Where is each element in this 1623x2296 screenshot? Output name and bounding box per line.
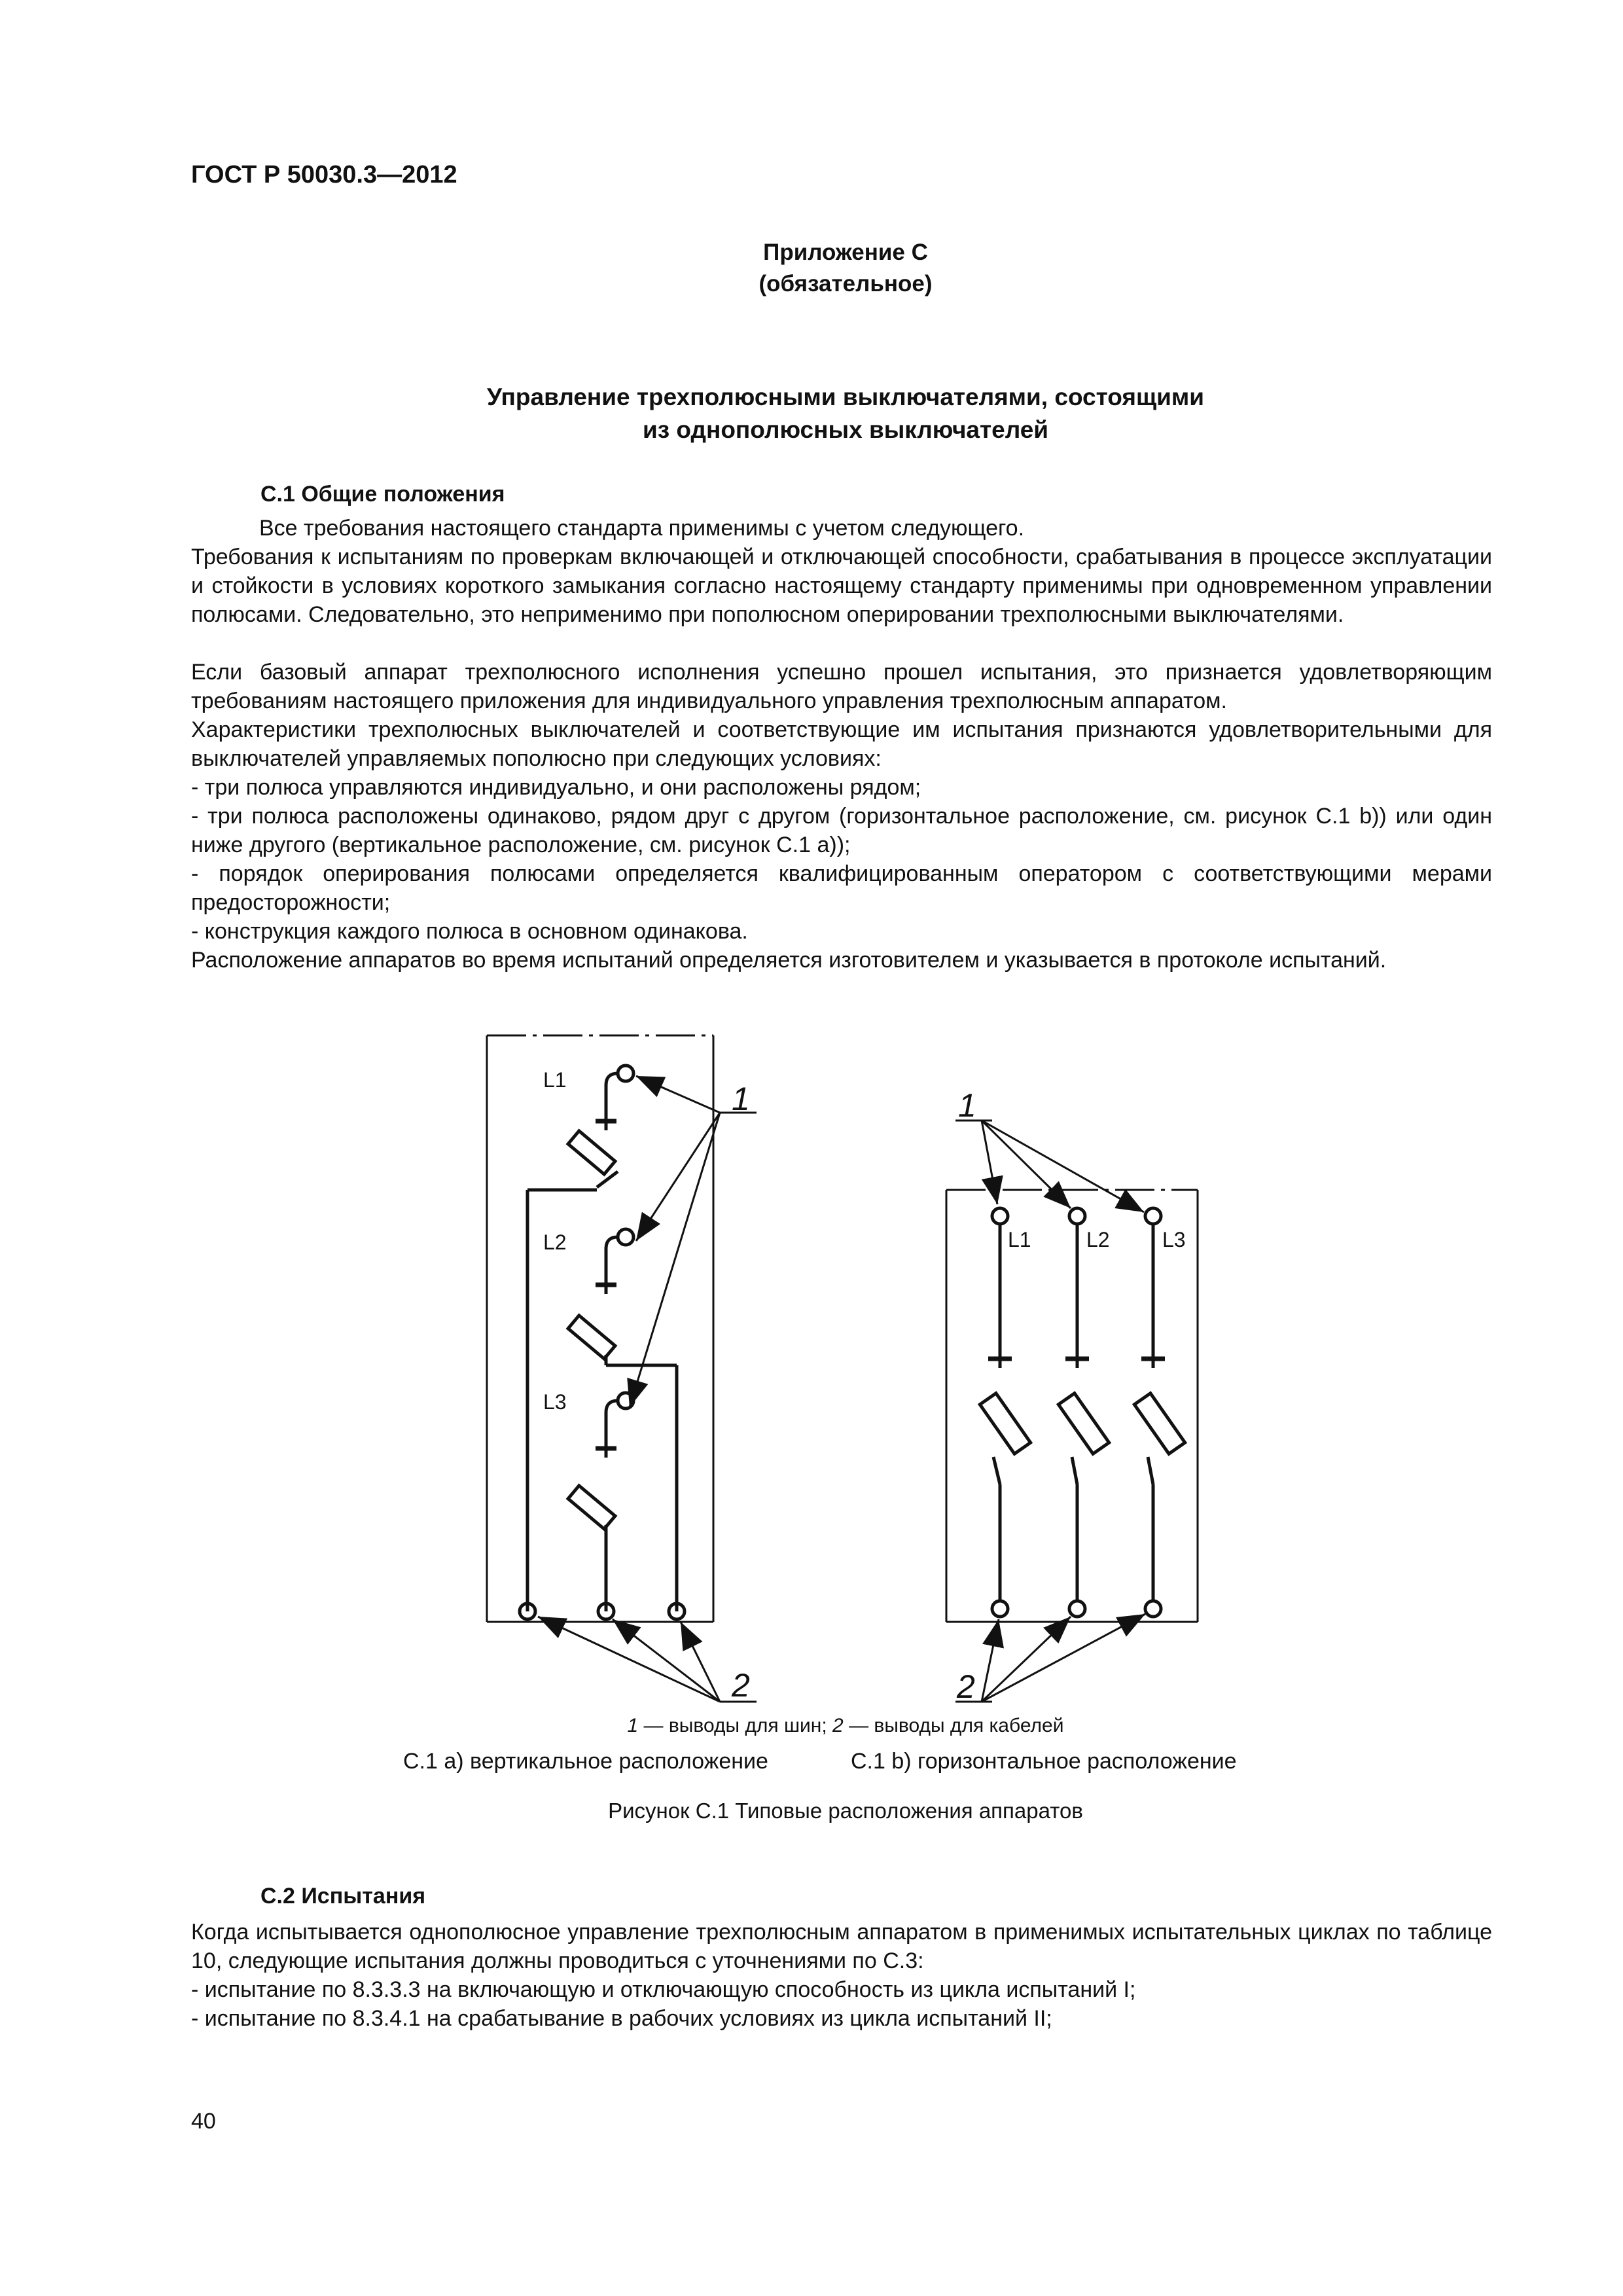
c1-paragraph-3: Если базовый аппарат трехполюсного исполнения успешно прошел испытания, это признается удовлетворяющим требованиям настоящего приложения для индивидуального управления трехполюсным аппаратом. (191, 660, 1492, 713)
annex-status: (обязательное) (758, 271, 933, 296)
legend-1-text: — выводы для шин; (638, 1715, 833, 1736)
pole-h-l2 (1058, 1208, 1109, 1617)
subcaption-b: С.1 b) горизонтальное расположение (851, 1749, 1237, 1774)
c1-list-item-4-block (191, 917, 1492, 946)
c1-paragraph-2: Требования к испытаниям по проверкам включающей и отключающей способности, срабатывания в процессе эксплуатации и стойкости в условиях короткого замыкания согласно настоящему стандарту применимы при одновременном управлении полюсами. Следовательно, это неприменимо при пополюсном оперировании трехполюсными выключателями. (191, 545, 1492, 627)
terminal-l2-top (618, 1229, 633, 1245)
c1-paragraph-2-block (191, 543, 1492, 629)
pole-h-l1 (980, 1208, 1030, 1617)
terminal-l3-top (618, 1393, 633, 1408)
c1-paragraph-1: Все требования настоящего стандарта применимы с учетом следующего. (259, 516, 1025, 541)
c2-list-item-1: - испытание по 8.3.3.3 на включающую и отключающую способность из цикла испытаний I; (191, 1977, 1136, 2002)
figure-caption: Рисунок С.1 Типовые расположения аппаратов (608, 1799, 1083, 1823)
page-number: 40 (191, 2109, 216, 2134)
fuse-l2 (568, 1316, 615, 1359)
c2-list-item-1-block (191, 1975, 1492, 2004)
subcaption-a: С.1 а) вертикальное расположение (403, 1749, 768, 1774)
c1-list-item-4: - конструкция каждого полюса в основном одинакова. (191, 919, 748, 944)
cable-terminal-a1 (520, 1604, 535, 1619)
document-header: ГОСТ Р 50030.3—2012 (191, 161, 457, 188)
terminal-l1-top (618, 1066, 633, 1081)
annex-heading-line1: Управление трехполюсными выключателями, состоящими (486, 384, 1205, 410)
annex-title: Приложение С (763, 240, 928, 265)
label-l3-vertical: L3 (543, 1390, 567, 1414)
c2-list-item-2-block (191, 2004, 1492, 2033)
c2-paragraph-1: Когда испытывается однополюсное управление трехполюсным аппаратом в применимых испытательных циклах по таблице 10, следующие испытания должны проводиться с уточнениями по С.3: (191, 1920, 1492, 1973)
legend-2-num: 2 (832, 1715, 844, 1736)
fuse-l1 (568, 1131, 615, 1174)
diagram-horizontal (946, 1121, 1198, 1702)
legend-2-text: — выводы для кабелей (843, 1715, 1064, 1736)
c1-paragraph-5: Расположение аппаратов во время испытаний определяется изготовителем и указывается в протоколе испытаний. (191, 948, 1387, 973)
annex-title-block (191, 237, 1500, 300)
callout-2-horizontal: 2 (957, 1668, 975, 1705)
label-l2-horizontal: L2 (1086, 1228, 1110, 1251)
pole-h-l3 (1134, 1208, 1185, 1617)
c1-paragraph-4-block (191, 715, 1492, 773)
legend-1-num: 1 (627, 1715, 639, 1736)
section-c2-title: С.2 Испытания (260, 1884, 426, 1909)
c1-list-item-3: - порядок оперирования полюсами определяется квалифицированным оператором с соответствующими мерами предосторожности; (191, 861, 1492, 915)
c1-list-item-1: - три полюса управляются индивидуально, и они расположены рядом; (191, 775, 921, 800)
callout-1-vertical: 1 (732, 1081, 750, 1117)
c1-list-item-2-block (191, 802, 1492, 859)
section-c1-body (259, 514, 1492, 543)
c2-list-item-2: - испытание по 8.3.4.1 на срабатывание в рабочих условиях из цикла испытаний II; (191, 2006, 1052, 2031)
cable-terminal-a2 (598, 1604, 614, 1619)
label-l1-horizontal: L1 (1008, 1228, 1031, 1251)
c1-list-item-3-block (191, 859, 1492, 917)
callout-1-horizontal: 1 (958, 1087, 976, 1124)
annex-heading (191, 381, 1500, 446)
callout-2-vertical: 2 (732, 1667, 750, 1704)
c1-list-item-1-block (191, 773, 1492, 802)
section-c1-title: С.1 Общие положения (260, 482, 505, 507)
c1-list-item-2: - три полюса расположены одинаково, рядом друг с другом (горизонтальное расположение, см. рисунок С.1 b)) или один ниже другого (вертикальное расположение, см. рисунок С.1 а)); (191, 804, 1492, 857)
diagram-vertical (487, 1035, 757, 1702)
c2-paragraph-1-block (191, 1918, 1492, 1975)
figure-legend (191, 1715, 1500, 1737)
label-l3-horizontal: L3 (1162, 1228, 1186, 1251)
label-l1-vertical: L1 (543, 1068, 567, 1092)
fuse-l3 (568, 1486, 615, 1529)
c1-paragraph-5-block (191, 946, 1492, 975)
annex-heading-line2: из однополюсных выключателей (642, 416, 1049, 443)
label-l2-vertical: L2 (543, 1230, 567, 1254)
c1-paragraph-3-block (191, 658, 1492, 715)
c1-paragraph-4: Характеристики трехполюсных выключателей и соответствующие им испытания признаются удовлетворительными для выключателей управляемых пополюсно при следующих условиях: (191, 717, 1492, 771)
cable-terminal-a3 (669, 1604, 685, 1619)
